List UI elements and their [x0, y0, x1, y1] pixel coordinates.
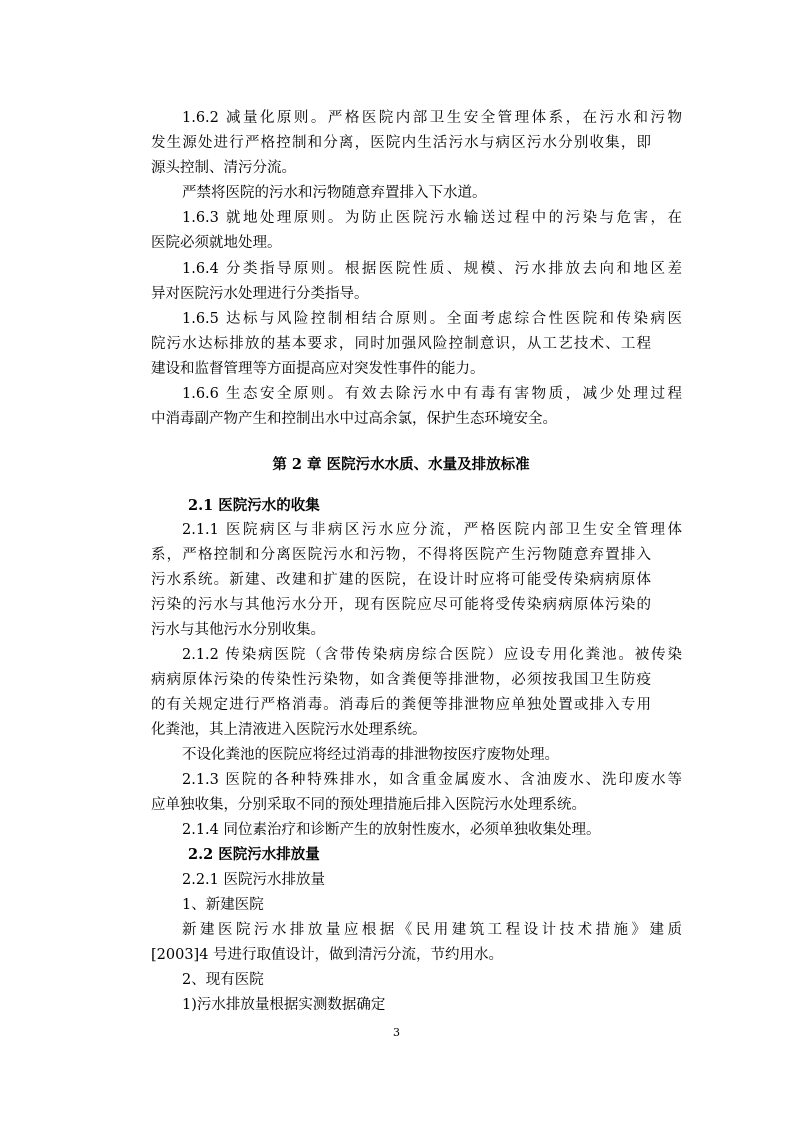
- item-new-hospital-line-1: 新建医院污水排放量应根据《民用建筑工程设计技术措施》建质: [182, 922, 682, 938]
- paragraph-1-6-4-line-2: 异对医院污水处理进行分类指导。: [151, 286, 369, 302]
- paragraph-2-1-1-line-4: 污染的污水与其他污水分开，现有医院应尽可能将受传染病病原体污染的: [151, 597, 651, 613]
- paragraph-1-6-3-line-2: 医院必须就地处理。: [151, 235, 282, 251]
- paragraph-2-1-4: 2.1.4 同位素治疗和诊断产生的放射性废水，必须单独收集处理。: [182, 822, 601, 838]
- paragraph-2-1-2-note: 不设化粪池的医院应将经过消毒的排泄物按医疗废物处理。: [182, 747, 559, 763]
- item-existing-hospital-1: 1)污水排放量根据实测数据确定: [182, 997, 386, 1013]
- paragraph-2-1-1-line-2: 系，严格控制和分离医院污水和污物，不得将医院产生污物随意弃置排入: [151, 547, 651, 563]
- item-new-hospital-label: 1、新建医院: [182, 897, 264, 913]
- paragraph-2-1-1-line-3: 污水系统。新建、改建和扩建的医院，在设计时应将可能受传染病病原体: [151, 572, 651, 588]
- page-number: 3: [393, 1026, 400, 1039]
- paragraph-2-1-2-line-4: 化粪池，其上清液进入医院污水处理系统。: [151, 722, 427, 738]
- paragraph-2-1-3-line-1: 2.1.3 医院的各种特殊排水，如含重金属废水、含油废水、洗印废水等: [182, 772, 682, 788]
- paragraph-1-6-6-line-1: 1.6.6 生态安全原则。有效去除污水中有毒有害物质，减少处理过程: [182, 386, 682, 402]
- paragraph-2-1-2-line-1: 2.1.2 传染病医院（含带传染病房综合医院）应设专用化粪池。被传染: [182, 647, 682, 663]
- paragraph-2-1-1-line-1: 2.1.1 医院病区与非病区污水应分流，严格医院内部卫生安全管理体: [182, 522, 682, 538]
- chapter-title: 第 2 章 医院污水水质、水量及排放标准: [272, 456, 530, 473]
- paragraph-1-6-2-line-2: 发生源处进行严格控制和分离，医院内生活污水与病区污水分别收集，即: [151, 135, 651, 151]
- paragraph-2-1-3-line-2: 应单独收集，分别采取不同的预处理措施后排入医院污水处理系统。: [151, 797, 586, 813]
- paragraph-1-6-5-line-3: 建设和监督管理等方面提高应对突发性事件的能力。: [151, 361, 485, 377]
- paragraph-1-6-5-line-2: 院污水达标排放的基本要求，同时加强风险控制意识，从工艺技术、工程: [151, 336, 651, 352]
- paragraph-1-6-6-line-2: 中消毒副产物产生和控制出水中过高余氯，保护生态环境安全。: [151, 411, 557, 427]
- paragraph-2-1-2-line-2: 病病原体污染的传染性污染物，如含粪便等排泄物，必须按我国卫生防疫: [151, 672, 651, 688]
- subsection-2-2-1: 2.2.1 医院污水排放量: [182, 872, 326, 888]
- paragraph-1-6-2-note: 严禁将医院的污水和污物随意弃置排入下水道。: [182, 185, 487, 201]
- paragraph-2-1-1-line-5: 污水与其他污水分别收集。: [151, 622, 325, 638]
- paragraph-2-1-2-line-3: 的有关规定进行严格消毒。消毒后的粪便等排泄物应单独处置或排入专用: [151, 697, 651, 713]
- item-existing-hospital-label: 2、现有医院: [182, 972, 264, 988]
- paragraph-1-6-4-line-1: 1.6.4 分类指导原则。根据医院性质、规模、污水排放去向和地区差: [182, 261, 682, 277]
- paragraph-1-6-2-line-3: 源头控制、清污分流。: [151, 160, 296, 176]
- paragraph-1-6-2-line-1: 1.6.2 减量化原则。严格医院内部卫生安全管理体系，在污水和污物: [182, 110, 682, 126]
- paragraph-1-6-5-line-1: 1.6.5 达标与风险控制相结合原则。全面考虑综合性医院和传染病医: [182, 311, 682, 327]
- section-heading-2-2: 2.2 医院污水排放量: [188, 846, 320, 863]
- paragraph-1-6-3-line-1: 1.6.3 就地处理原则。为防止医院污水输送过程中的污染与危害，在: [182, 210, 682, 226]
- item-new-hospital-line-2: [2003]4 号进行取值设计，做到清污分流，节约用水。: [151, 947, 504, 963]
- section-heading-2-1: 2.1 医院污水的收集: [188, 497, 320, 514]
